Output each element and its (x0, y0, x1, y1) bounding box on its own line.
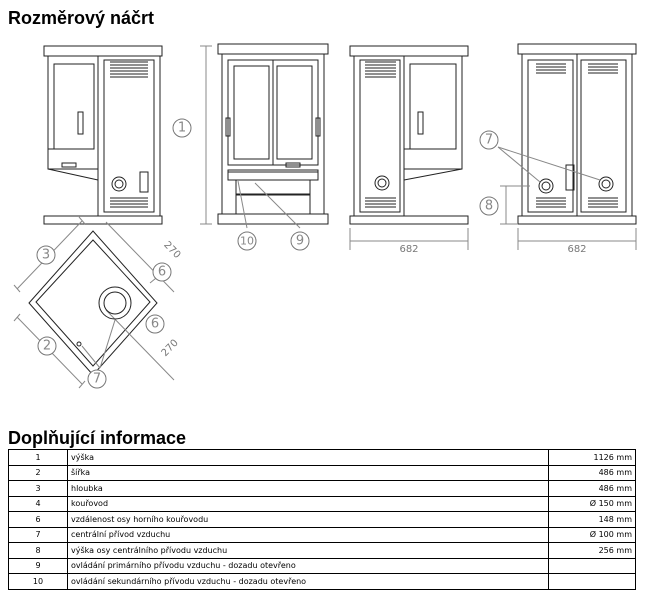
sketch-heading: Rozměrový náčrt (8, 8, 155, 28)
row-number: 1 (9, 450, 68, 466)
row-number: 6 (9, 512, 68, 528)
callout-7-plan-label: 7 (92, 371, 102, 387)
row-number: 10 (9, 574, 68, 590)
row-value: 256 mm (549, 543, 636, 559)
callout-1-label: 1 (177, 120, 187, 136)
dimension-270-top: 270 (161, 239, 183, 261)
info-heading: Doplňující informace (8, 428, 187, 448)
callout-10 (238, 232, 256, 250)
table-row (9, 574, 636, 590)
table-row (9, 543, 636, 559)
row-value (549, 574, 636, 590)
callout-6-top-label: 6 (157, 264, 167, 280)
row-value: Ø 150 mm (549, 496, 636, 512)
plan-view (14, 217, 174, 388)
row-number: 7 (9, 527, 68, 543)
row-label: ovládání sekundárního přívodu vzduchu - dozadu otevřeno (68, 574, 549, 590)
row-value: 486 mm (549, 481, 636, 497)
callout-1 (173, 119, 191, 137)
callout-9 (291, 232, 309, 250)
callout-6-bottom-label: 6 (150, 316, 160, 332)
table-row (9, 465, 636, 481)
row-number: 3 (9, 481, 68, 497)
table-row (9, 496, 636, 512)
callout-3-label: 3 (41, 247, 51, 263)
row-value: 148 mm (549, 512, 636, 528)
row-number: 8 (9, 543, 68, 559)
callout-3 (37, 246, 55, 264)
table-row (9, 527, 636, 543)
rear-view (350, 46, 468, 250)
callout-2 (38, 337, 56, 355)
row-number: 2 (9, 465, 68, 481)
row-value: Ø 100 mm (549, 527, 636, 543)
table-row (9, 558, 636, 574)
row-label: šířka (68, 465, 549, 481)
row-value: 1126 mm (549, 450, 636, 466)
callout-8 (480, 197, 498, 215)
table-row (9, 481, 636, 497)
row-label: hloubka (68, 481, 549, 497)
dimension-682-back: 682 (567, 244, 587, 255)
callout-7-back (480, 131, 498, 149)
row-value (549, 558, 636, 574)
callout-2-label: 2 (42, 338, 52, 354)
callout-7-back-label: 7 (484, 132, 494, 148)
back-view (498, 44, 636, 250)
row-number: 4 (9, 496, 68, 512)
side-view-left (44, 46, 162, 224)
row-label: ovládání primárního přívodu vzduchu - dozadu otevřeno (68, 558, 549, 574)
callout-6-bottom (146, 315, 164, 333)
row-label: vzdálenost osy horního kouřovodu (68, 512, 549, 528)
callout-8-label: 8 (484, 198, 494, 214)
row-label: výška (68, 450, 549, 466)
callout-10-label: 10 (240, 234, 254, 248)
row-value: 486 mm (549, 465, 636, 481)
row-label: výška osy centrálního přívodu vzduchu (68, 543, 549, 559)
row-label: centrální přívod vzduchu (68, 527, 549, 543)
callout-7-plan (88, 370, 106, 388)
table-row (9, 450, 636, 466)
front-view (200, 44, 328, 228)
dimension-270-bottom: 270 (159, 337, 181, 359)
callout-6-top (153, 263, 171, 281)
callout-9-label: 9 (295, 233, 305, 249)
row-number: 9 (9, 558, 68, 574)
table-row (9, 512, 636, 528)
row-label: kouřovod (68, 496, 549, 512)
dimension-682-rear: 682 (399, 244, 419, 255)
info-table (8, 449, 636, 590)
